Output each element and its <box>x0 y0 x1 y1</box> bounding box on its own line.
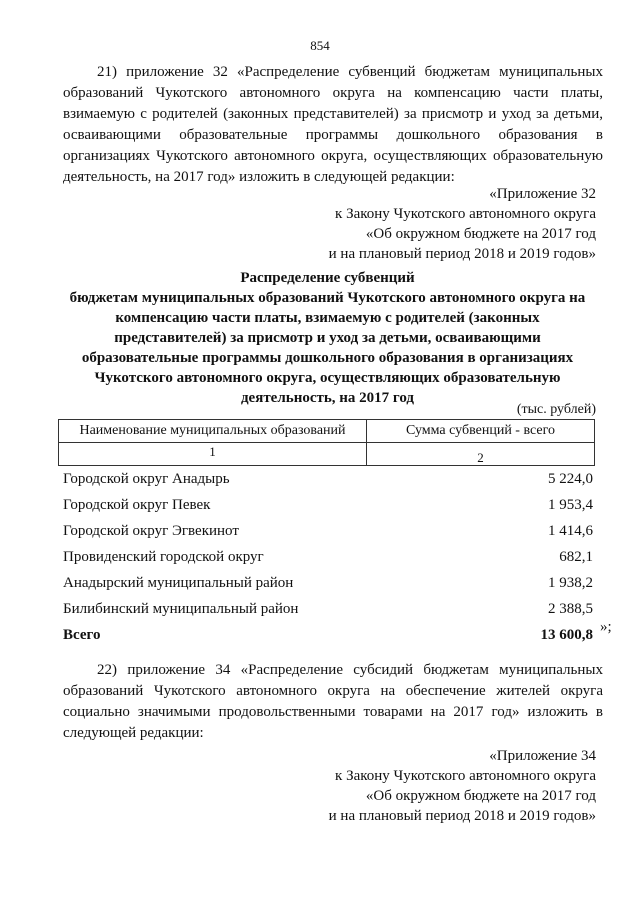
row-name: Билибинский муниципальный район <box>63 601 299 617</box>
paragraph-21 <box>63 62 603 188</box>
title-line: компенсацию части платы, взимаемую с родителей (законных <box>115 310 540 326</box>
row-name: Анадырский муниципальный район <box>63 575 294 591</box>
row-value: 2 388,5 <box>548 601 593 617</box>
appendix-line: «Об окружном бюджете на 2017 год <box>365 788 596 804</box>
header-name: Наименование муниципальных образований <box>59 420 367 442</box>
table-row <box>58 518 595 544</box>
row-name: Городской округ Анадырь <box>63 471 230 487</box>
unit-label: (тыс. рублей) <box>516 402 596 417</box>
appendix-line: и на плановый период 2018 и 2019 годов» <box>328 246 596 262</box>
paragraph-line: 22) приложение 34 «Распределение субсидий бюджетам муниципальных <box>97 662 603 678</box>
paragraph-line: социально значимыми продовольственными товарами на 2017 год» изложить в <box>63 704 603 720</box>
paragraph-line: следующей редакции: <box>63 725 204 741</box>
table-row <box>58 596 595 622</box>
column-number: 2 <box>477 450 484 465</box>
column-numbers <box>58 443 595 466</box>
title-line: деятельность, на 2017 год <box>240 390 415 406</box>
row-name: Городской округ Певек <box>63 497 211 513</box>
appendix-line: «Об окружном бюджете на 2017 год <box>365 226 596 242</box>
subvention-table <box>58 419 595 648</box>
paragraph-line: взимаемую с родителей (законных представителей) за присмотр и уход за детьми, <box>63 106 603 122</box>
appendix-line: «Приложение 32 <box>489 186 596 202</box>
appendix-line: «Приложение 34 <box>489 748 596 764</box>
table-row <box>58 492 595 518</box>
row-value: 5 224,0 <box>548 471 593 487</box>
appendix-line: к Закону Чукотского автономного округа <box>335 768 596 784</box>
table-row <box>58 570 595 596</box>
title-line: представителей) за присмотр и уход за детьми, осваивающими <box>114 330 541 346</box>
header-sum: Сумма субвенций - всего <box>405 423 555 438</box>
appendix-32-reference <box>329 184 596 264</box>
table-title <box>60 268 595 408</box>
total-label: Всего <box>63 627 101 643</box>
row-name: Городской округ Эгвекинот <box>63 523 239 539</box>
column-number: 1 <box>59 443 367 465</box>
paragraph-line: образований Чукотского автономного округа на обеспечение жителей округа <box>63 683 603 699</box>
paragraph-line: образований Чукотского автономного округа на компенсацию части платы, <box>63 85 603 101</box>
total-value: 13 600,8 <box>540 627 593 643</box>
table-total-row <box>58 622 595 648</box>
total-closing-quote: »; <box>600 619 612 635</box>
table-header <box>58 419 595 443</box>
title-line: бюджетам муниципальных образований Чукотского автономного округа на <box>69 290 586 306</box>
row-name: Провиденский городской округ <box>63 549 264 565</box>
paragraph-line: 21) приложение 32 «Распределение субвенций бюджетам муниципальных <box>97 64 603 80</box>
title-line: Чукотского автономного округа, осуществляющих образовательную <box>94 370 561 386</box>
appendix-line: к Закону Чукотского автономного округа <box>335 206 596 222</box>
row-value: 1 953,4 <box>548 497 593 513</box>
row-value: 1 938,2 <box>548 575 593 591</box>
table-row <box>58 544 595 570</box>
paragraph-line: организациях Чукотского автономного округа, осуществляющих образовательную <box>63 148 603 164</box>
page-number: 854 <box>310 38 330 53</box>
appendix-34-reference <box>329 746 596 826</box>
paragraph-line: деятельность, на 2017 год» изложить в следующей редакции: <box>63 169 455 185</box>
appendix-line: и на плановый период 2018 и 2019 годов» <box>328 808 596 824</box>
paragraph-line: осваивающими образовательные программы дошкольного образования в <box>63 127 603 143</box>
paragraph-22 <box>63 660 603 744</box>
title-line: образовательные программы дошкольного образования в организациях <box>81 350 574 366</box>
row-value: 682,1 <box>559 549 593 565</box>
title-line: Распределение субвенций <box>240 270 415 286</box>
row-value: 1 414,6 <box>548 523 593 539</box>
table-row <box>58 466 595 492</box>
